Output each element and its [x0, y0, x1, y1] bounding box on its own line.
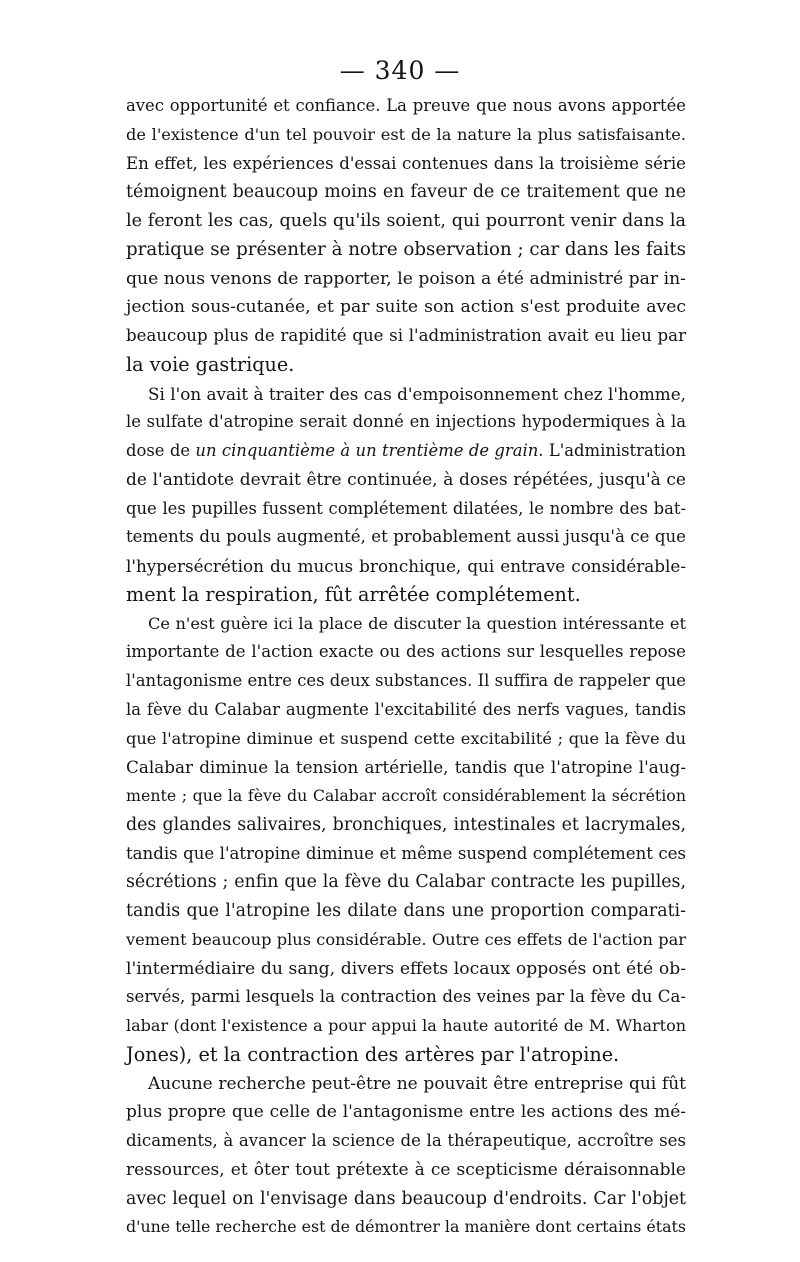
- text-line: avec lequel on l'envisage dans beaucoup d'endroits. Car l'objet: [126, 1188, 686, 1209]
- text-line: plus propre que celle de l'antagonisme entre les actions des mé-: [126, 1102, 686, 1123]
- text-line: avec opportunité et confiance. La preuve que nous avons apportée: [126, 96, 686, 115]
- text-line: l'hypersécrétion du mucus bronchique, qui entrave considérable-: [126, 556, 686, 576]
- text-line: tements du pouls augmenté, et probablement aussi jusqu'à ce que: [126, 527, 686, 547]
- text-line: En effet, les expériences d'essai contenues dans la troisième série: [126, 153, 686, 173]
- text-line: vement beaucoup plus considérable. Outre ces effets de l'action par: [126, 929, 686, 949]
- text-line: que nous venons de rapporter, le poison a été administré par in-: [126, 268, 686, 289]
- text-line: la voie gastrique.: [126, 352, 295, 376]
- text-line: de l'existence d'un tel pouvoir est de la nature la plus satisfaisante.: [126, 124, 686, 144]
- text-line: dicaments, à avancer la science de la thérapeutique, accroître ses: [126, 1131, 686, 1150]
- text-line: des glandes salivaires, bronchiques, intestinales et lacrymales,: [126, 814, 686, 835]
- body-text: [126, 92, 686, 1242]
- text-line: pratique se présenter à notre observation ; car dans les faits: [126, 238, 686, 260]
- text-line: Jones), et la contraction des artères par l'atropine.: [126, 1042, 620, 1066]
- text-line: témoignent beaucoup moins en faveur de ce traitement que ne: [126, 182, 686, 203]
- text-line: labar (dont l'existence a pour appui la haute autorité de M. Wharton: [126, 1016, 686, 1035]
- text-line: de l'antidote devrait être continuée, à doses répétées, jusqu'à ce: [126, 469, 686, 490]
- text-line: beaucoup plus de rapidité que si l'administration avait eu lieu par: [126, 326, 686, 345]
- text-line: Si l'on avait à traiter des cas d'empoisonnement chez l'homme,: [148, 383, 686, 404]
- text-line: l'antagonisme entre ces deux substances. Il suffira de rappeler que: [126, 671, 686, 690]
- text-line: d'une telle recherche est de démontrer la manière dont certains états: [126, 1217, 686, 1237]
- text-line: que les pupilles fussent complétement dilatées, le nombre des bat-: [126, 498, 686, 518]
- text-line: que l'atropine diminue et suspend cette excitabilité ; que la fève du: [126, 728, 686, 748]
- page-number: — 340 —: [339, 56, 461, 85]
- text-line: Calabar diminue la tension artérielle, tandis que l'atropine l'aug-: [126, 757, 686, 778]
- text-line: ment la respiration, fût arrêtée complétement.: [126, 582, 581, 606]
- text-line: ressources, et ôter tout prétexte à ce scepticisme déraisonnable: [126, 1159, 686, 1180]
- text-line: servés, parmi lesquels la contraction des veines par la fève du Ca-: [126, 987, 686, 1007]
- text-line: l'intermédiaire du sang, divers effets locaux opposés ont été ob-: [126, 958, 686, 979]
- text-line: la fève du Calabar augmente l'excitabilité des nerfs vagues, tandis: [126, 699, 686, 719]
- text-line: sécrétions ; enfin que la fève du Calabar contracte les pupilles,: [126, 872, 686, 893]
- text-segment: dose de: [126, 441, 196, 460]
- text-line: le feront les cas, quels qu'ils soient, qui pourront venir dans la: [126, 211, 686, 231]
- text-line: [126, 437, 686, 466]
- text-line: tandis que l'atropine les dilate dans une proportion comparati-: [126, 901, 686, 921]
- text-segment: . L'administration: [538, 441, 686, 460]
- text-line: le sulfate d'atropine serait donné en injections hypodermiques à la: [126, 412, 686, 432]
- text-line: tandis que l'atropine diminue et même suspend complétement ces: [126, 843, 686, 863]
- text-line: jection sous-cutanée, et par suite son action s'est produite avec: [126, 297, 686, 318]
- text-line: Aucune recherche peut-être ne pouvait être entreprise qui fût: [148, 1073, 686, 1094]
- text-line: importante de l'action exacte ou des actions sur lesquelles repose: [126, 642, 686, 662]
- italic-dose-phrase: un cinquantième à un trentième de grain: [195, 441, 539, 460]
- text-line: mente ; que la fève du Calabar accroît considérablement la sécrétion: [126, 786, 686, 805]
- text-line: Ce n'est guère ici la place de discuter la question intéressante et: [148, 613, 686, 633]
